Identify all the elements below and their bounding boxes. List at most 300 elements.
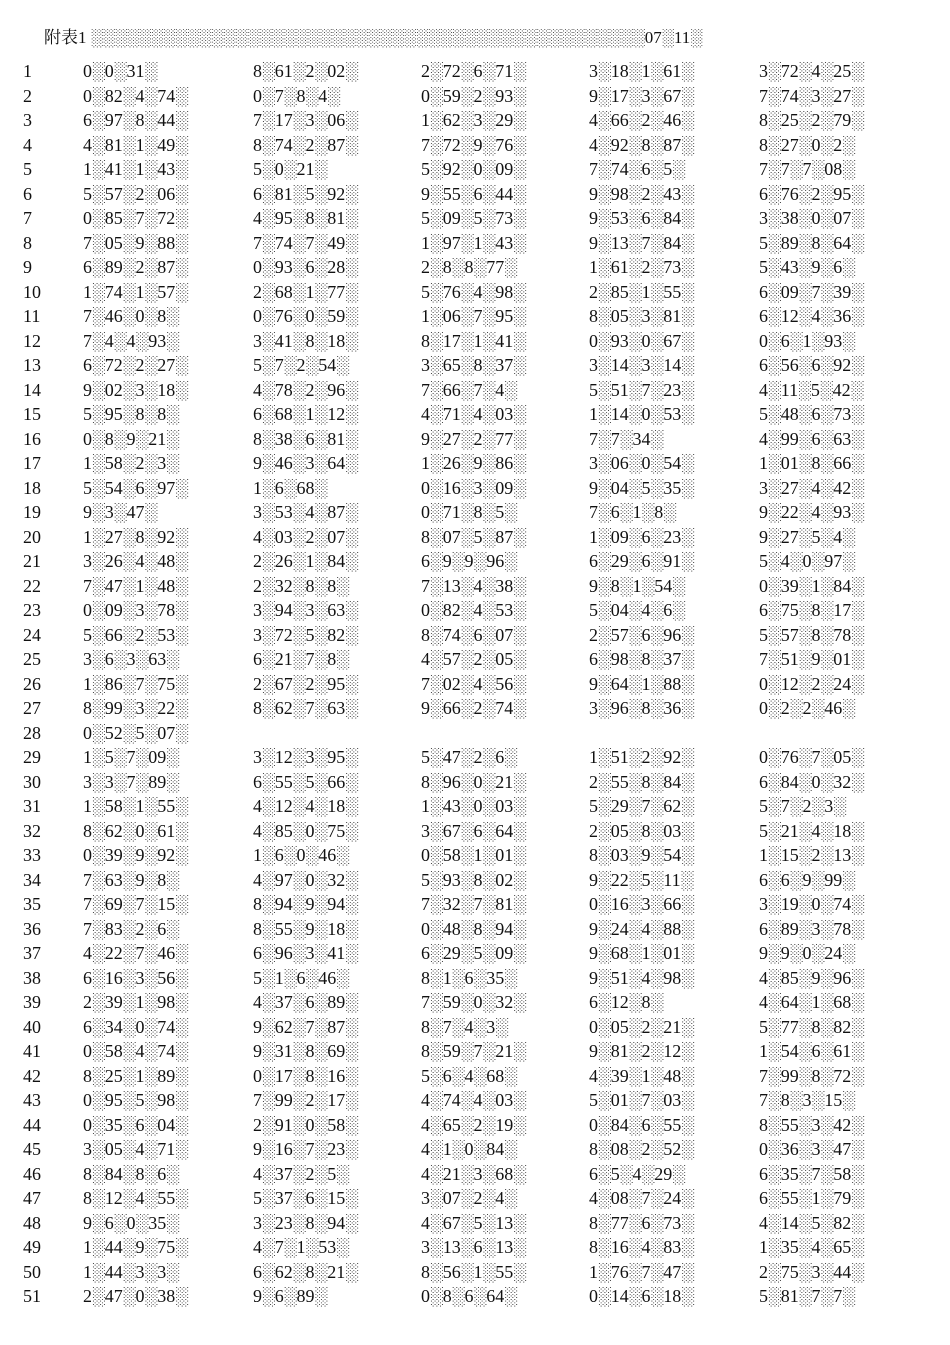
row-number: 7 (23, 208, 32, 228)
table-cell: 6░98░8░37░ (589, 649, 695, 669)
table-cell: 8░74░6░07░ (421, 624, 527, 645)
table-cell: 7░47░1░48░ (83, 575, 189, 596)
table-cell: 4░85░0░75░ (253, 820, 359, 841)
table-row (0, 476, 950, 501)
row-number: 31 (23, 796, 41, 816)
table-cell: 8░62░0░61░ (83, 820, 189, 841)
table-cell: 2░85░1░55░ (589, 281, 695, 302)
table-cell: 4░37░6░89░ (253, 992, 359, 1012)
table-cell: 9░55░6░44░ (421, 183, 527, 204)
row-number: 17 (23, 453, 41, 473)
table-cell: 6░89░3░78░ (759, 918, 865, 939)
table-row (0, 427, 950, 452)
table-row (0, 451, 950, 476)
table-cell: 0░93░6░28░ (253, 257, 359, 277)
table-cell: 5░01░7░03░ (589, 1090, 695, 1110)
random-number-table (0, 59, 950, 1309)
table-row (0, 1064, 950, 1089)
row-number: 13 (23, 355, 41, 375)
table-cell: 9░22░4░93░ (759, 502, 865, 522)
table-cell: 3░94░3░63░ (253, 600, 359, 620)
table-row (0, 182, 950, 207)
table-cell: 0░14░6░18░ (589, 1286, 695, 1306)
table-cell: 2░8░8░77░ (421, 257, 518, 277)
row-number: 21 (23, 551, 41, 571)
table-cell: 9░81░2░12░ (589, 1041, 695, 1061)
table-cell: 7░74░6░5░ (589, 159, 686, 179)
table-cell: 8░03░9░54░ (589, 845, 695, 865)
table-row (0, 623, 950, 648)
table-cell: 5░21░4░18░ (759, 820, 865, 841)
table-cell: 4░81░1░49░ (83, 134, 189, 155)
row-number: 19 (23, 502, 41, 522)
table-cell: 1░76░7░47░ (589, 1261, 695, 1282)
table-cell: 0░16░3░09░ (421, 477, 527, 498)
table-cell: 7░02░4░56░ (421, 673, 527, 694)
table-cell: 8░55░9░18░ (253, 918, 359, 939)
table-row (0, 1137, 950, 1162)
table-cell: 5░7░2░54░ (253, 355, 350, 375)
table-row (0, 745, 950, 770)
table-cell: 7░05░9░88░ (83, 232, 189, 253)
table-cell: 3░67░6░64░ (421, 820, 527, 841)
table-cell: 0░35░6░04░ (83, 1114, 189, 1135)
table-cell: 6░9░9░96░ (421, 551, 518, 571)
table-cell: 0░71░8░5░ (421, 502, 518, 522)
table-row (0, 353, 950, 378)
table-cell: 1░35░4░65░ (759, 1237, 865, 1257)
table-cell: 0░05░2░21░ (589, 1016, 695, 1037)
table-cell: 2░57░6░96░ (589, 624, 695, 645)
table-cell: 2░75░3░44░ (759, 1261, 865, 1282)
table-cell: 5░93░8░02░ (421, 869, 527, 890)
row-number: 43 (23, 1090, 41, 1110)
table-cell: 8░59░7░21░ (421, 1041, 527, 1061)
table-cell: 2░39░1░98░ (83, 992, 189, 1012)
table-cell: 9░27░5░4░ (759, 526, 856, 547)
row-number: 1 (23, 61, 32, 81)
table-cell: 3░06░0░54░ (589, 453, 695, 473)
table-cell: 2░05░8░03░ (589, 820, 695, 841)
table-cell: 9░98░2░43░ (589, 183, 695, 204)
row-number: 25 (23, 649, 41, 669)
table-row (0, 329, 950, 354)
row-number: 44 (23, 1114, 41, 1135)
table-cell: 3░41░8░18░ (253, 330, 359, 351)
table-cell: 4░39░1░48░ (589, 1065, 695, 1086)
table-cell: 3░27░4░42░ (759, 477, 865, 498)
table-cell: 1░01░8░66░ (759, 453, 865, 473)
table-cell: 2░55░8░84░ (589, 771, 695, 792)
table-cell: 4░66░2░46░ (589, 110, 695, 130)
table-cell: 4░08░7░24░ (589, 1188, 695, 1208)
table-cell: 3░65░8░37░ (421, 355, 527, 375)
table-cell: 8░07░5░87░ (421, 526, 527, 547)
table-cell: 9░68░1░01░ (589, 943, 695, 963)
table-row (0, 598, 950, 623)
table-cell: 7░83░2░6░ (83, 918, 180, 939)
table-cell: 6░97░8░44░ (83, 110, 189, 130)
table-row (0, 1162, 950, 1187)
table-cell: 5░0░21░ (253, 159, 328, 179)
table-row (0, 1015, 950, 1040)
table-cell: 5░4░0░97░ (759, 551, 856, 571)
table-cell: 8░16░4░83░ (589, 1237, 695, 1257)
table-cell: 6░12░4░36░ (759, 306, 865, 326)
table-cell: 7░74░3░27░ (759, 85, 865, 106)
table-cell: 7░7░34░ (589, 428, 664, 449)
table-cell: 5░57░2░06░ (83, 183, 189, 204)
table-cell: 5░47░2░6░ (421, 747, 518, 767)
table-row (0, 108, 950, 133)
table-cell: 9░64░1░88░ (589, 673, 695, 694)
table-cell: 3░14░3░14░ (589, 355, 695, 375)
table-cell: 8░1░6░35░ (421, 967, 518, 988)
table-cell: 5░29░7░62░ (589, 796, 695, 816)
table-cell: 8░08░2░52░ (589, 1139, 695, 1159)
row-number: 33 (23, 845, 41, 865)
row-number: 46 (23, 1163, 41, 1184)
table-cell: 8░25░1░89░ (83, 1065, 189, 1086)
table-cell: 5░92░0░09░ (421, 159, 527, 179)
row-number: 11 (23, 306, 41, 326)
table-cell: 1░51░2░92░ (589, 747, 695, 767)
table-cell: 4░7░1░53░ (253, 1237, 350, 1257)
table-cell: 8░38░6░81░ (253, 428, 359, 449)
table-cell: 3░53░4░87░ (253, 502, 359, 522)
table-row (0, 280, 950, 305)
table-cell: 5░37░6░15░ (253, 1188, 359, 1208)
table-row (0, 574, 950, 599)
row-number: 34 (23, 869, 41, 890)
table-cell: 0░48░8░94░ (421, 918, 527, 939)
table-row (0, 133, 950, 158)
table-cell: 8░55░3░42░ (759, 1114, 865, 1135)
table-cell: 4░03░2░07░ (253, 526, 359, 547)
table-cell: 4░11░5░42░ (759, 379, 864, 400)
row-number: 20 (23, 526, 41, 547)
table-row (0, 917, 950, 942)
row-number: 50 (23, 1261, 41, 1282)
table-cell: 3░19░0░74░ (759, 894, 865, 914)
table-cell: 7░46░0░8░ (83, 306, 180, 326)
table-cell: 0░59░2░93░ (421, 85, 527, 106)
table-cell: 6░34░0░74░ (83, 1016, 189, 1037)
table-cell: 4░97░0░32░ (253, 869, 359, 890)
table-cell: 0░95░5░98░ (83, 1090, 189, 1110)
table-cell: 0░8░6░64░ (421, 1286, 518, 1306)
table-cell: 1░5░7░09░ (83, 747, 180, 767)
table-cell: 9░04░5░35░ (589, 477, 695, 498)
table-cell: 2░91░0░58░ (253, 1114, 359, 1135)
row-number: 30 (23, 771, 41, 792)
table-cell: 4░64░1░68░ (759, 992, 865, 1012)
table-cell: 9░02░3░18░ (83, 379, 189, 400)
table-cell: 0░2░2░46░ (759, 698, 856, 718)
table-cell: 5░77░8░82░ (759, 1016, 865, 1037)
table-row (0, 696, 950, 721)
table-cell: 0░82░4░74░ (83, 85, 189, 106)
row-number: 26 (23, 673, 41, 694)
table-cell: 3░26░4░48░ (83, 551, 189, 571)
row-number: 27 (23, 698, 41, 718)
table-cell: 1░6░68░ (253, 477, 328, 498)
row-number: 22 (23, 575, 41, 596)
table-cell: 3░12░3░95░ (253, 747, 359, 767)
table-row (0, 819, 950, 844)
table-cell: 9░27░2░77░ (421, 428, 527, 449)
table-cell: 4░22░7░46░ (83, 943, 189, 963)
table-cell: 8░96░0░21░ (421, 771, 527, 792)
table-cell: 0░52░5░07░ (83, 722, 189, 743)
table-cell: 8░17░1░41░ (421, 330, 527, 351)
table-row (0, 1284, 950, 1309)
table-cell: 5░48░6░73░ (759, 404, 865, 424)
table-row (0, 1186, 950, 1211)
table-cell: 4░37░2░5░ (253, 1163, 350, 1184)
table-cell: 2░68░1░77░ (253, 281, 359, 302)
table-cell: 4░57░2░05░ (421, 649, 527, 669)
table-cell: 5░89░8░64░ (759, 232, 865, 253)
table-cell: 5░51░7░23░ (589, 379, 695, 400)
table-row (0, 231, 950, 256)
table-row (0, 794, 950, 819)
table-cell: 1░6░0░46░ (253, 845, 350, 865)
table-cell: 6░84░0░32░ (759, 771, 865, 792)
table-cell: 8░7░4░3░ (421, 1016, 509, 1037)
table-row (0, 770, 950, 795)
table-cell: 5░76░4░98░ (421, 281, 527, 302)
table-cell: 0░0░31░ (83, 61, 158, 81)
table-row (0, 672, 950, 697)
table-row (0, 966, 950, 991)
row-number: 48 (23, 1212, 41, 1233)
row-number: 51 (23, 1286, 41, 1306)
table-row (0, 84, 950, 109)
table-cell: 6░21░7░8░ (253, 649, 350, 669)
table-cell: 1░09░6░23░ (589, 526, 695, 547)
table-row (0, 1211, 950, 1236)
table-cell: 8░99░3░22░ (83, 698, 189, 718)
row-number: 18 (23, 477, 41, 498)
table-row (0, 378, 950, 403)
row-number: 16 (23, 428, 41, 449)
table-cell: 5░54░6░97░ (83, 477, 189, 498)
table-cell: 3░96░8░36░ (589, 698, 695, 718)
table-cell: 8░27░0░2░ (759, 134, 856, 155)
table-cell: 7░4░4░93░ (83, 330, 180, 351)
table-cell: 6░96░3░41░ (253, 943, 359, 963)
table-cell: 4░21░3░68░ (421, 1163, 527, 1184)
table-cell: 0░85░7░72░ (83, 208, 189, 228)
table-cell: 6░55░5░66░ (253, 771, 359, 792)
table-cell: 1░41░1░43░ (83, 159, 189, 179)
table-cell: 2░32░8░8░ (253, 575, 350, 596)
table-cell: 6░62░8░21░ (253, 1261, 359, 1282)
table-cell: 1░27░8░92░ (83, 526, 189, 547)
table-cell: 0░76░7░05░ (759, 747, 865, 767)
table-cell: 6░56░6░92░ (759, 355, 865, 375)
row-number: 9 (23, 257, 32, 277)
table-cell: 1░06░7░95░ (421, 306, 527, 326)
table-cell: 8░56░1░55░ (421, 1261, 527, 1282)
row-number: 32 (23, 820, 41, 841)
row-number: 37 (23, 943, 41, 963)
table-cell: 7░74░7░49░ (253, 232, 359, 253)
table-row (0, 525, 950, 550)
row-number: 35 (23, 894, 41, 914)
table-cell: 5░57░8░78░ (759, 624, 865, 645)
row-number: 29 (23, 747, 41, 767)
table-cell: 9░17░3░67░ (589, 85, 695, 106)
table-cell: 6░68░1░12░ (253, 404, 359, 424)
table-cell: 9░6░0░35░ (83, 1212, 180, 1233)
table-cell: 9░22░5░11░ (589, 869, 694, 890)
table-cell: 4░65░2░19░ (421, 1114, 527, 1135)
table-row (0, 941, 950, 966)
table-cell: 6░29░6░91░ (589, 551, 695, 571)
table-cell: 5░09░5░73░ (421, 208, 527, 228)
table-cell: 4░92░8░87░ (589, 134, 695, 155)
table-cell: 4░1░0░84░ (421, 1139, 518, 1159)
table-cell: 1░61░2░73░ (589, 257, 695, 277)
table-cell: 4░95░8░81░ (253, 208, 359, 228)
table-cell: 0░82░4░53░ (421, 600, 527, 620)
row-number: 14 (23, 379, 41, 400)
row-number: 28 (23, 722, 41, 743)
table-row (0, 892, 950, 917)
table-cell: 7░17░3░06░ (253, 110, 359, 130)
table-cell: 8░77░6░73░ (589, 1212, 695, 1233)
table-title: 附表1 ░░░░░░░░░░░░░░░░░░░░░░░░░░░░░░░░░░░░░░░░░░░░░░07░11░ (44, 28, 703, 47)
row-number: 15 (23, 404, 41, 424)
table-cell: 8░12░4░55░ (83, 1188, 189, 1208)
table-cell: 3░07░2░4░ (421, 1188, 518, 1208)
table-cell: 9░46░3░64░ (253, 453, 359, 473)
table-cell: 4░71░4░03░ (421, 404, 527, 424)
row-number: 10 (23, 281, 41, 302)
table-cell: 3░05░4░71░ (83, 1139, 189, 1159)
table-cell: 9░53░6░84░ (589, 208, 695, 228)
table-cell: 0░58░1░01░ (421, 845, 527, 865)
table-cell: 1░97░1░43░ (421, 232, 527, 253)
table-cell: 2░47░0░38░ (83, 1286, 189, 1306)
table-cell: 0░16░3░66░ (589, 894, 695, 914)
table-cell: 3░23░8░94░ (253, 1212, 359, 1233)
table-cell: 0░8░9░21░ (83, 428, 180, 449)
table-row (0, 402, 950, 427)
table-cell: 6░09░7░39░ (759, 281, 865, 302)
table-cell: 9░6░89░ (253, 1286, 328, 1306)
table-cell: 4░12░4░18░ (253, 796, 359, 816)
table-cell: 6░6░9░99░ (759, 869, 856, 890)
table-cell: 8░94░9░94░ (253, 894, 359, 914)
row-number: 40 (23, 1016, 41, 1037)
table-cell: 3░72░4░25░ (759, 61, 865, 81)
table-cell: 1░74░1░57░ (83, 281, 189, 302)
table-cell: 0░6░1░93░ (759, 330, 856, 351)
table-row (0, 990, 950, 1015)
table-cell: 4░67░5░13░ (421, 1212, 527, 1233)
table-row (0, 721, 950, 746)
table-row (0, 157, 950, 182)
table-cell: 2░67░2░95░ (253, 673, 359, 694)
table-cell: 8░61░2░02░ (253, 61, 359, 81)
table-cell: 9░24░4░88░ (589, 918, 695, 939)
table-cell: 7░66░7░4░ (421, 379, 518, 400)
row-number: 47 (23, 1188, 41, 1208)
table-cell: 7░59░0░32░ (421, 992, 527, 1012)
table-cell: 1░44░3░3░ (83, 1261, 180, 1282)
table-cell: 6░29░5░09░ (421, 943, 527, 963)
row-number: 2 (23, 85, 32, 106)
table-cell: 9░62░7░87░ (253, 1016, 359, 1037)
table-cell: 9░16░7░23░ (253, 1139, 359, 1159)
table-cell: 3░6░3░63░ (83, 649, 180, 669)
table-cell: 5░43░9░6░ (759, 257, 856, 277)
table-cell: 3░3░7░89░ (83, 771, 180, 792)
row-number: 24 (23, 624, 41, 645)
row-number: 41 (23, 1041, 41, 1061)
table-row (0, 304, 950, 329)
table-cell: 0░17░8░16░ (253, 1065, 359, 1086)
table-cell: 7░72░9░76░ (421, 134, 527, 155)
row-number: 45 (23, 1139, 41, 1159)
row-number: 12 (23, 330, 41, 351)
table-row (0, 500, 950, 525)
row-number: 8 (23, 232, 32, 253)
table-cell: 6░35░7░58░ (759, 1163, 865, 1184)
table-cell: 6░76░2░95░ (759, 183, 865, 204)
table-cell: 9░31░8░69░ (253, 1041, 359, 1061)
table-row (0, 1260, 950, 1285)
table-cell: 8░25░2░79░ (759, 110, 865, 130)
table-cell: 8░84░8░6░ (83, 1163, 180, 1184)
table-cell: 1░43░0░03░ (421, 796, 527, 816)
table-cell: 5░1░6░46░ (253, 967, 350, 988)
table-cell: 1░62░3░29░ (421, 110, 527, 130)
table-cell: 2░72░6░71░ (421, 61, 527, 81)
table-cell: 8░74░2░87░ (253, 134, 359, 155)
row-number: 5 (23, 159, 32, 179)
table-cell: 5░7░2░3░ (759, 796, 847, 816)
table-cell: 5░6░4░68░ (421, 1065, 518, 1086)
table-cell: 6░5░4░29░ (589, 1163, 686, 1184)
table-cell: 0░39░1░84░ (759, 575, 865, 596)
table-cell: 7░6░1░8░ (589, 502, 677, 522)
table-row (0, 868, 950, 893)
table-cell: 6░72░2░27░ (83, 355, 189, 375)
table-cell: 3░72░5░82░ (253, 624, 359, 645)
table-cell: 9░9░0░24░ (759, 943, 856, 963)
table-cell: 6░16░3░56░ (83, 967, 189, 988)
table-row (0, 255, 950, 280)
table-cell: 7░13░4░38░ (421, 575, 527, 596)
table-cell: 9░13░7░84░ (589, 232, 695, 253)
table-cell: 7░63░9░8░ (83, 869, 180, 890)
table-cell: 9░66░2░74░ (421, 698, 527, 718)
table-cell: 8░05░3░81░ (589, 306, 695, 326)
table-cell: 2░26░1░84░ (253, 551, 359, 571)
table-cell: 0░84░6░55░ (589, 1114, 695, 1135)
table-cell: 1░44░9░75░ (83, 1237, 189, 1257)
table-cell: 3░18░1░61░ (589, 61, 695, 81)
table-cell: 8░62░7░63░ (253, 698, 359, 718)
table-cell: 7░51░9░01░ (759, 649, 865, 669)
row-number: 42 (23, 1065, 41, 1086)
row-number: 49 (23, 1237, 41, 1257)
table-cell: 7░99░2░17░ (253, 1090, 359, 1110)
